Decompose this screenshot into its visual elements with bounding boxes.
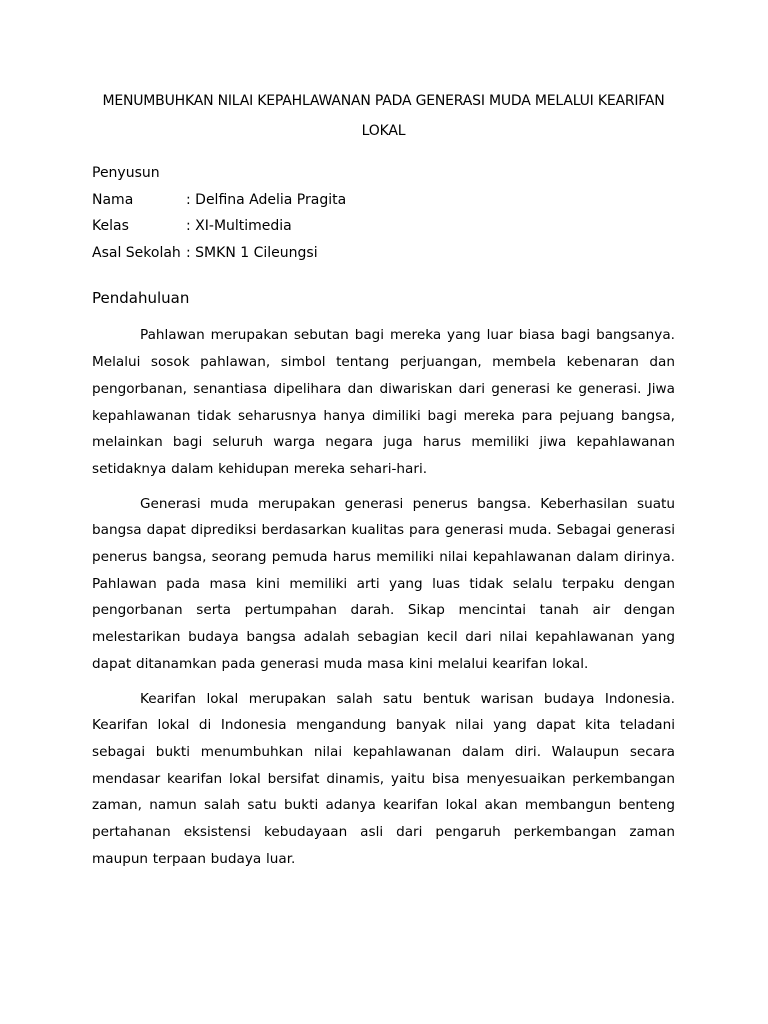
author-school-key: Asal Sekolah: [92, 244, 181, 261]
paragraph-1: Pahlawan merupakan sebutan bagi mereka yang luar biasa bagi bangsanya. Melalui sosok pahlawan, simbol tentang perjuangan, membela kebenaran dan pengorbanan, senantiasa dipelihara dan diwariskan dari generasi ke generasi. Jiwa kepahlawanan tidak seharusnya hanya dimiliki bagi mereka para pejuang bangsa, melainkan bagi seluruh warga negara juga harus memiliki jiwa kepahlawanan setidaknya dalam kehidupan mereka sehari-hari.: [92, 327, 675, 477]
author-class-value: : XI-Multimedia: [186, 218, 292, 234]
document-page: [92, 86, 675, 873]
author-label: Penyusun: [92, 165, 160, 181]
author-class-row: [92, 213, 675, 240]
author-name-key: Nama: [92, 191, 134, 208]
author-name-row: [92, 187, 675, 214]
author-school-value: : SMKN 1 Cileungsi: [186, 244, 318, 261]
author-name-value: : Delfina Adelia Pragita: [186, 191, 347, 208]
section-heading: Pendahuluan: [92, 289, 190, 307]
author-class-key: Kelas: [92, 218, 129, 234]
document-title: MENUMBUHKAN NILAI KEPAHLAWANAN PADA GENERASI MUDA MELALUI KEARIFAN LOKAL: [102, 93, 665, 139]
author-school-row: [92, 240, 675, 267]
paragraph-3: Kearifan lokal merupakan salah satu bentuk warisan budaya Indonesia. Kearifan lokal di Indonesia mengandung banyak nilai yang dapat kita teladani sebagai bukti menumbuhkan nilai kepahlawanan dalam diri. Walaupun secara mendasar kearifan lokal bersifat dinamis, yaitu bisa menyesuaikan perkembangan zaman, namun salah satu bukti adanya kearifan lokal akan membangun benteng pertahanan eksistensi kebudayaan asli dari pengaruh perkembangan zaman maupun terpaan budaya luar.: [92, 690, 675, 867]
author-info: [92, 160, 675, 266]
paragraph-2: Generasi muda merupakan generasi penerus bangsa. Keberhasilan suatu bangsa dapat diprediksi berdasarkan kualitas para generasi muda. Sebagai generasi penerus bangsa, seorang pemuda harus memiliki nilai kepahlawanan dalam dirinya. Pahlawan pada masa kini memiliki arti yang luas tidak selalu terpaku dengan pengorbanan serta pertumpahan darah. Sikap mencintai tanah air dengan melestarikan budaya bangsa adalah sebagian kecil dari nilai kepahlawanan yang dapat ditanamkan pada generasi muda masa kini melalui kearifan lokal.: [92, 495, 675, 672]
